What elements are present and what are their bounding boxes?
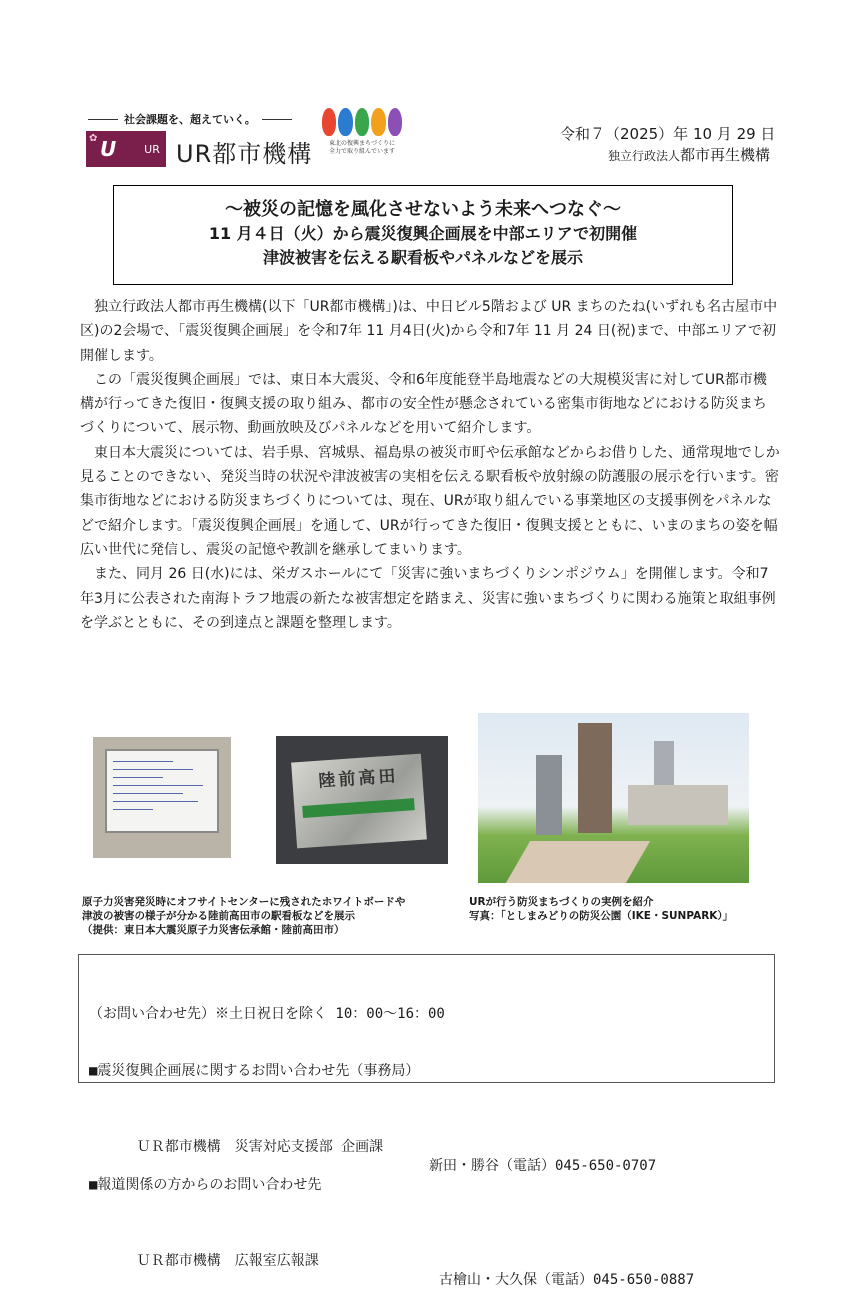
paragraph-2: この「震災復興企画展」では、東日本大震災、令和6年度能登半島地震などの大規模災害に対してUR都市機構が行ってきた復旧・復興支援の取り組み、都市の安全性が懸念されている密集市街地などにおける防災まちづくりについて、展示物、動画放映及びパネルなどを用いて紹介します。 bbox=[80, 371, 767, 437]
caption-right bbox=[469, 895, 769, 923]
flower-icon: ✿ bbox=[89, 133, 98, 144]
contact-person-2: 古檜山・大久保（電話）045-650-0887 bbox=[439, 1272, 695, 1288]
contact-dept-2: ＵＲ都市機構 広報室広報課 bbox=[122, 1253, 319, 1269]
caption-right-line-1: URが行う防災まちづくりの実例を紹介 bbox=[469, 896, 654, 908]
caption-left-line-1: 原子力災害発災時にオフサイトセンターに残されたホワイトボードや bbox=[82, 896, 406, 908]
ur-u-icon: U bbox=[100, 137, 117, 161]
paragraph-1: 独立行政法人都市再生機構(以下「UR都市機構」)は、中日ビル5階および UR まちのたね(いずれも名古屋市中区)の2会場で、「震災復興企画展」を令和7年 11 月4日(火)から令和7年 11 月 24 日(祝)まで、中部エリアで初開催します。 bbox=[80, 299, 778, 364]
whiteboard-photo bbox=[93, 737, 231, 858]
station-sign-text: 陸前高田 bbox=[317, 766, 400, 792]
tower-building bbox=[578, 723, 612, 833]
ur-logo-name: UR都市機構 bbox=[176, 140, 313, 168]
headline-line-3: 津波被害を伝える駅看板やパネルなどを展示 bbox=[262, 248, 583, 267]
org-name: 都市再生機構 bbox=[679, 146, 770, 164]
issuing-organization bbox=[560, 144, 770, 165]
paragraph-3: 東日本大震災については、岩手県、宮城県、福島県の被災市町や伝承館などからお借りした、通常現地でしか見ることのできない、発災当時の状況や津波被害の実相を伝える駅看板や放射線の防護服の展示を行います。密集市街地などにおける防災まちづくりについては、現在、URが取り組んでいる事業地区の支援事例をパネルなどで紹介します。「震災復興企画展」を通して、URが行ってきた復旧・復興支援とともに、いまのまちの姿を幅広い世代に発信し、震災の記憶や教訓を継承してまいります。 bbox=[80, 444, 780, 558]
disaster-park-photo bbox=[478, 713, 749, 883]
paragraph-4: また、同月 26 日(水)には、栄ガスホールにて「災害に強いまちづくりシンポジウム」を開催します。令和7年3月に公表された南海トラフ地震の新たな被害想定を踏まえ、災害に強いまちづくりに関わる施策と取組事例を学ぶとともに、その到達点と課題を整理します。 bbox=[80, 566, 776, 631]
station-sign-photo bbox=[276, 736, 448, 864]
contact-person-1: 新田・勝谷（電話）045-650-0707 bbox=[429, 1158, 657, 1174]
contact-hours: （お問い合わせ先）※土日祝日を除く 10：00～16：00 bbox=[89, 1006, 445, 1022]
caption-left bbox=[82, 895, 452, 937]
contact-dept-1: ＵＲ都市機構 災害対応支援部 企画課 bbox=[122, 1139, 384, 1155]
contact-section-1: ■震災復興企画展に関するお問い合わせ先（事務局） bbox=[89, 1063, 420, 1079]
headline-box bbox=[113, 185, 733, 285]
whiteboard bbox=[105, 749, 219, 833]
caption-right-line-2: 写真：「としまみどりの防災公園（IKE・SUNPARK）」 bbox=[469, 910, 734, 922]
tohoku-reconstruction-logo bbox=[322, 108, 402, 156]
station-sign bbox=[291, 754, 427, 849]
body-text bbox=[80, 295, 780, 635]
building bbox=[536, 755, 562, 835]
tohoku-logo-text: 東北の復興まちづくりに 全力で取り組んでいます bbox=[328, 140, 395, 155]
ur-logo-box: UR bbox=[138, 131, 166, 167]
headline-line-1: ～被災の記憶を風化させないよう未来へつなぐ～ bbox=[225, 199, 621, 220]
tagline-rule-left bbox=[88, 119, 118, 120]
ur-logo-mark bbox=[86, 131, 138, 167]
tagline-text: 社会課題を、超えていく。 bbox=[124, 113, 256, 126]
caption-left-line-2: 津波の被害の様子が分かる陸前高田市の駅看板などを展示 bbox=[82, 910, 355, 922]
tagline-rule-right bbox=[262, 119, 292, 120]
station-sign-stripe bbox=[302, 798, 415, 818]
contact-box bbox=[78, 954, 775, 1288]
caption-left-line-3: （提供：東日本大震災原子力災害伝承館・陸前高田市） bbox=[82, 924, 345, 936]
org-prefix: 独立行政法人 bbox=[607, 149, 680, 163]
contact-section-2: ■報道関係の方からのお問い合わせ先 bbox=[89, 1177, 322, 1193]
release-date: 令和７（2025）年 10 月 29 日 bbox=[560, 125, 776, 143]
headline-line-2: 11 月４日（火）から震災復興企画展を中部エリアで初開催 bbox=[208, 224, 638, 243]
contact-row-2 bbox=[89, 1233, 774, 1288]
building bbox=[628, 785, 728, 825]
people-figures-icon bbox=[322, 108, 402, 136]
park-path bbox=[506, 841, 650, 883]
tagline bbox=[88, 111, 292, 127]
contact-row-1 bbox=[89, 1119, 774, 1174]
